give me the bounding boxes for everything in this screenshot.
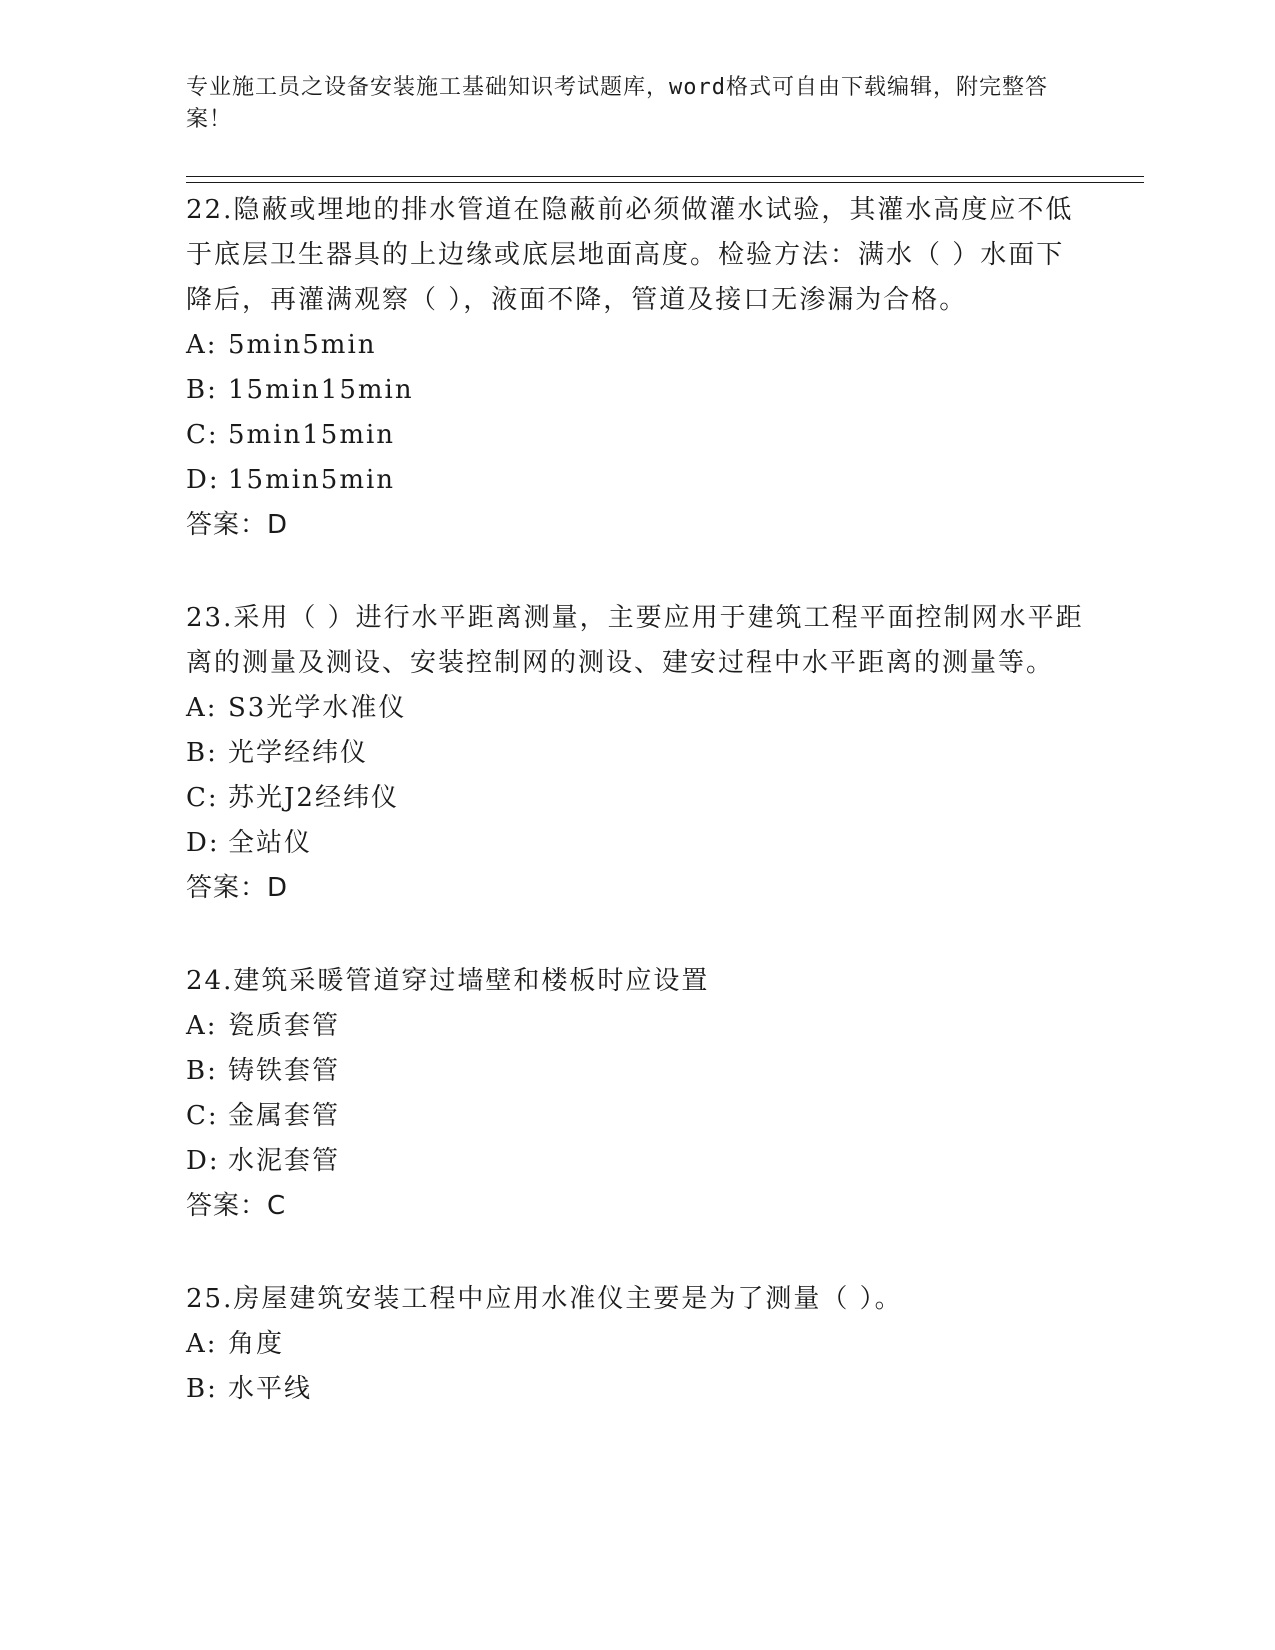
question-25: [186, 1277, 1086, 1412]
question-stem: 24.建筑采暖管道穿过墙壁和楼板时应设置: [186, 966, 710, 996]
option-text: 5min5min: [228, 330, 377, 360]
answer-line: 答案：D: [186, 510, 289, 540]
option-letter: B:: [186, 1056, 218, 1086]
question-22: [186, 188, 1086, 548]
option-text: 5min15min: [228, 420, 396, 450]
option-letter: B:: [186, 738, 218, 768]
header-rule-bottom: [186, 182, 1144, 183]
option-letter: A:: [186, 693, 218, 723]
option-text: 金属套管: [228, 1101, 341, 1131]
option-d: [186, 458, 1086, 503]
option-text: 水平线: [228, 1374, 313, 1404]
document-header: 专业施工员之设备安装施工基础知识考试题库，word格式可自由下载编辑，附完整答案！: [186, 75, 1048, 132]
option-letter: D:: [186, 465, 220, 495]
option-letter: D:: [186, 1146, 220, 1176]
option-b: [186, 731, 1086, 776]
answer-line: 答案：C: [186, 1191, 287, 1221]
question-stem: 25.房屋建筑安装工程中应用水准仪主要是为了测量（ ）。: [186, 1284, 903, 1314]
option-a: [186, 1004, 1086, 1049]
option-a: [186, 323, 1086, 368]
option-c: [186, 776, 1086, 821]
option-text: 苏光J2经纬仪: [228, 783, 399, 813]
option-a: [186, 1322, 1086, 1367]
option-text: 全站仪: [228, 828, 313, 858]
option-letter: B:: [186, 375, 218, 405]
option-letter: D:: [186, 828, 220, 858]
option-c: [186, 413, 1086, 458]
option-letter: A:: [186, 1329, 218, 1359]
answer-line: 答案：D: [186, 873, 289, 903]
option-text: 光学经纬仪: [228, 738, 369, 768]
option-b: [186, 1367, 1086, 1412]
option-text: 15min5min: [228, 465, 396, 495]
header-rule-top: [186, 176, 1144, 177]
option-letter: B:: [186, 1374, 218, 1404]
question-24: [186, 959, 1086, 1229]
question-list: [186, 188, 1086, 1460]
option-c: [186, 1094, 1086, 1139]
option-text: 瓷质套管: [228, 1011, 341, 1041]
option-text: 15min15min: [228, 375, 414, 405]
option-text: 水泥套管: [228, 1146, 341, 1176]
option-text: 角度: [228, 1329, 285, 1359]
option-letter: C:: [186, 1101, 219, 1131]
option-a: [186, 686, 1086, 731]
option-letter: A:: [186, 1011, 218, 1041]
option-b: [186, 368, 1086, 413]
option-text: 铸铁套管: [228, 1056, 341, 1086]
option-letter: A:: [186, 330, 218, 360]
option-d: [186, 821, 1086, 866]
option-letter: C:: [186, 420, 219, 450]
option-text: S3光学水准仪: [228, 693, 407, 723]
question-stem: 23.采用（ ）进行水平距离测量，主要应用于建筑工程平面控制网水平距离的测量及测设、安装控制网的测设、建安过程中水平距离的测量等。: [186, 603, 1084, 678]
option-b: [186, 1049, 1086, 1094]
option-d: [186, 1139, 1086, 1184]
question-23: [186, 596, 1086, 911]
question-stem: 22.隐蔽或埋地的排水管道在隐蔽前必须做灌水试验，其灌水高度应不低于底层卫生器具的上边缘或底层地面高度。检验方法：满水（ ）水面下降后，再灌满观察（ ），液面不降，管道及接口无渗漏为合格。: [186, 195, 1074, 315]
option-letter: C:: [186, 783, 219, 813]
